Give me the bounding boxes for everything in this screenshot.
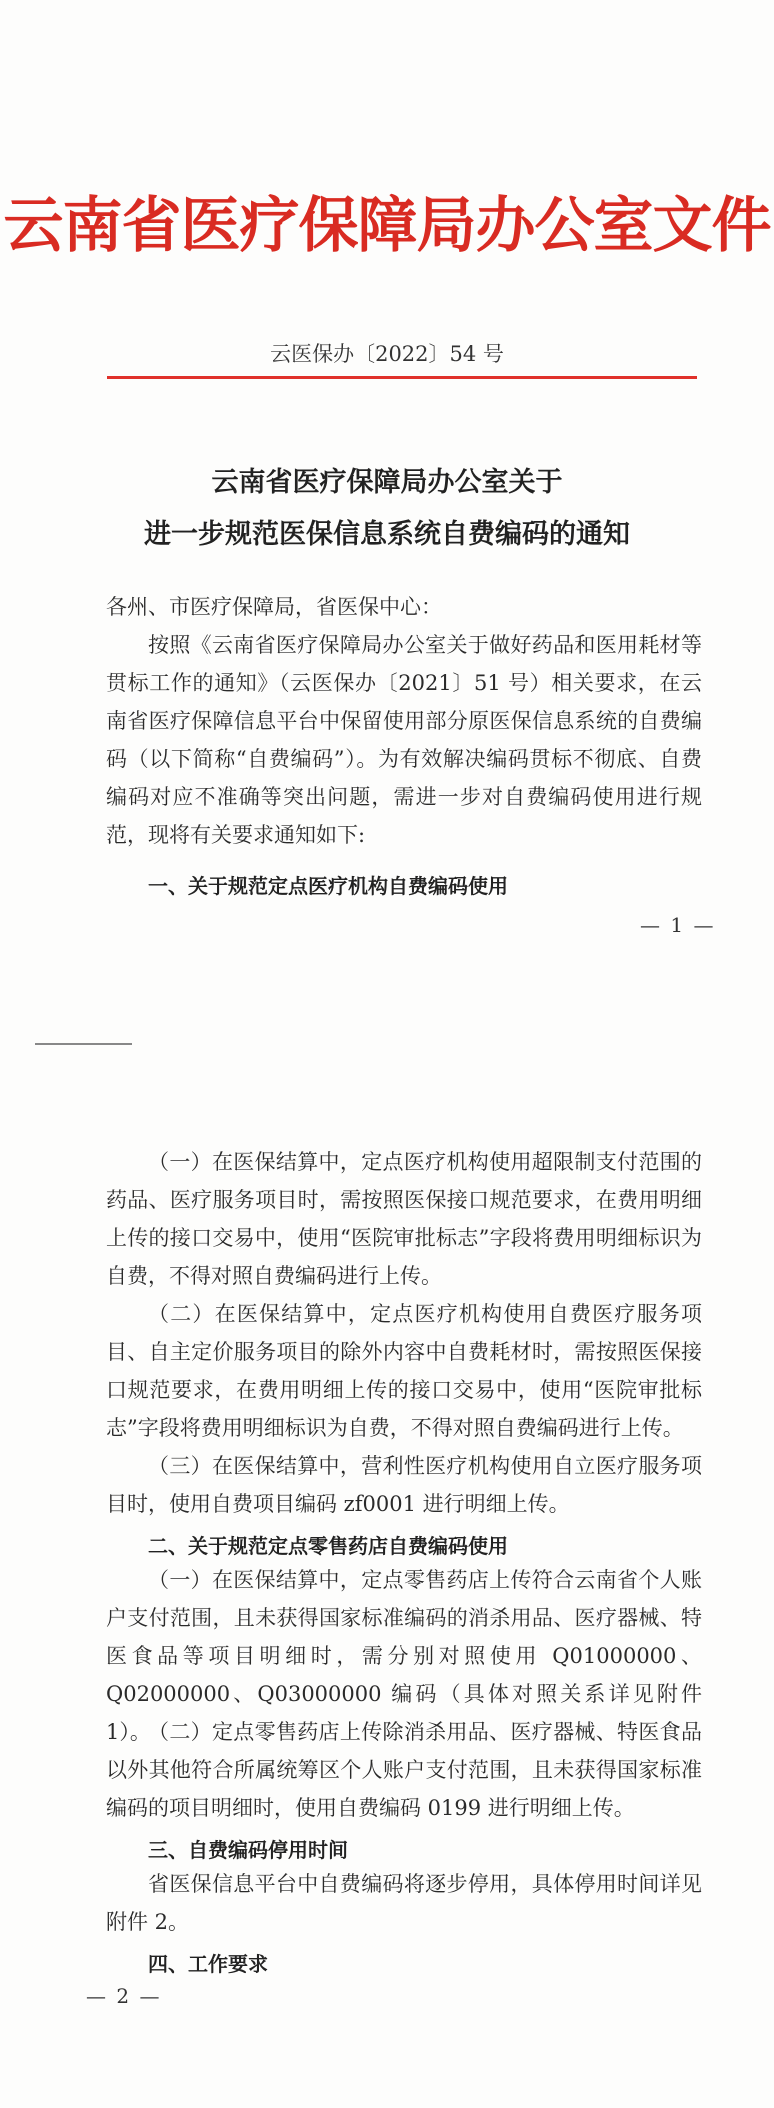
addressee: 各州、市医疗保障局，省医保中心： bbox=[106, 595, 442, 619]
intro-paragraph: 按照《云南省医疗保障局办公室关于做好药品和医用耗材等贯标工作的通知》（云医保办〔2021〕51 号）相关要求，在云南省医疗保障信息平台中保留使用部分原医保信息系统的自费编码（以下简称“自费编码”）。为有效解决编码贯标不彻底、自费编码对应不准确等突出问题，需进一步对自费编码使用进行规范，现将有关要求通知如下: bbox=[106, 633, 702, 847]
s1-item3: （三）在医保结算中，营利性医疗机构使用自立医疗服务项目时，使用自费项目编码 zf0001 进行明细上传。 bbox=[106, 1454, 702, 1516]
section3-heading: 三、自费编码停用时间 bbox=[148, 1838, 348, 1862]
s1-item2: （二）在医保结算中，定点医疗机构使用自费医疗服务项目、自主定价服务项目的除外内容中自费耗材时，需按照医保接口规范要求，在费用明细上传的接口交易中，使用“医院审批标志”字段将费用明细标识为自费，不得对照自费编码进行上传。 bbox=[106, 1302, 702, 1440]
notice-title-line1: 云南省医疗保障局办公室关于 bbox=[211, 467, 563, 498]
section1-heading: 一、关于规范定点医疗机构自费编码使用 bbox=[148, 874, 508, 898]
notice-title-line2: 进一步规范医保信息系统自费编码的通知 bbox=[144, 519, 630, 550]
org-header-title: 云南省医疗保障局办公室文件 bbox=[3, 191, 771, 261]
section4-heading: 四、工作要求 bbox=[148, 1952, 268, 1976]
section2-heading: 二、关于规范定点零售药店自费编码使用 bbox=[148, 1534, 508, 1558]
s2-item2: （二）定点零售药店上传除消杀用品、医疗器械、特医食品以外其他符合所属统筹区个人账户支付范围，且未获得国家标准编码的项目明细时，使用自费编码 0199 进行明细上传。 bbox=[106, 1720, 702, 1820]
s3-text: 省医保信息平台中自费编码将逐步停用，具体停用时间详见附件 2。 bbox=[106, 1872, 702, 1934]
s2-item1: （一）在医保结算中，定点零售药店上传符合云南省个人账户支付范围，且未获得国家标准编码的消杀用品、医疗器械、特医食品等项目明细时，需分别对照使用 Q01000000、Q02000000、Q03000000 编码（具体对照关系详见附件 1）。 bbox=[106, 1568, 702, 1744]
red-divider-line bbox=[107, 376, 697, 379]
page-separator-line bbox=[35, 1043, 132, 1045]
page-number-1: — 1 — bbox=[640, 913, 716, 937]
s1-item1: （一）在医保结算中，定点医疗机构使用超限制支付范围的药品、医疗服务项目时，需按照医保接口规范要求，在费用明细上传的接口交易中，使用“医院审批标志”字段将费用明细标识为自费，不得对照自费编码进行上传。 bbox=[106, 1150, 702, 1288]
document-number: 云医保办〔2022〕54 号 bbox=[270, 342, 504, 366]
page-number-2: — 2 — bbox=[86, 1984, 162, 2008]
